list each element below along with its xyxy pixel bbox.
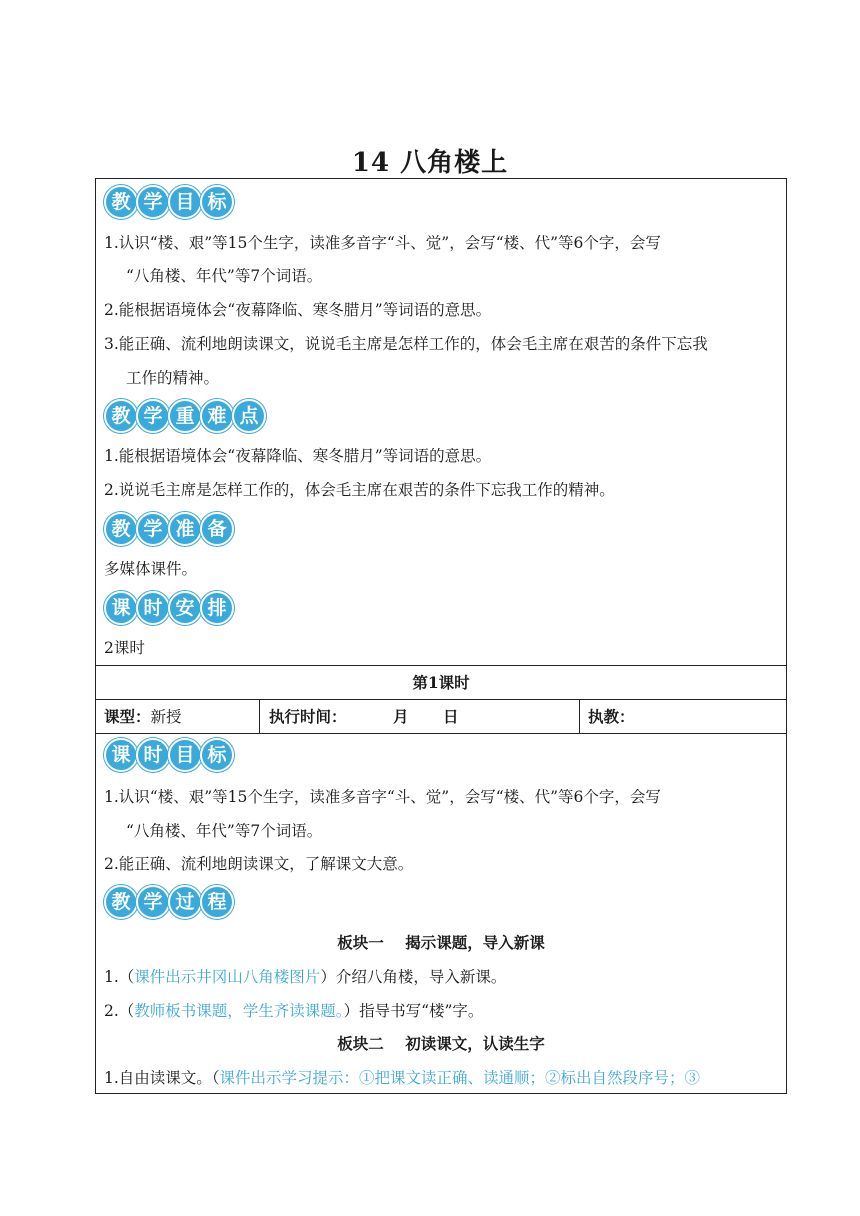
badge-char: 目 (168, 738, 202, 772)
goal-line: 1.认识“楼、艰”等15个生字，读准多音字“斗、觉”，会写“楼、代”等6个字，会写 (104, 234, 661, 252)
preparation-badge (104, 512, 232, 546)
cell-divider (579, 699, 580, 733)
preparation-line: 多媒体课件。 (104, 560, 198, 578)
badge-char: 排 (200, 591, 234, 625)
execution-time-label: 执行时间： (269, 707, 347, 726)
block2-title: 板块二 初读课文，认读生字 (337, 1034, 545, 1053)
item-prefix: 2.（ (104, 1002, 135, 1020)
badge-char: 教 (104, 399, 138, 433)
badge-char: 程 (200, 885, 234, 919)
badge-char: 目 (168, 185, 202, 219)
badge-char: 学 (136, 885, 170, 919)
badge-char: 准 (168, 512, 202, 546)
lesson-plan-table (95, 178, 787, 1094)
key-point-line: 2.说说毛主席是怎样工作的，体会毛主席在艰苦的条件下忘我工作的精神。 (104, 481, 615, 499)
row-divider (96, 699, 786, 700)
item-prefix: 1.（ (104, 968, 135, 986)
item-suffix: ）指导书写“楼”字。 (343, 1002, 484, 1020)
badge-char: 备 (200, 512, 234, 546)
goal-line: “八角楼、年代”等7个词语。 (126, 267, 323, 285)
badge-char: 时 (136, 738, 170, 772)
lesson-goal-line: 2.能正确、流利地朗读课文，了解课文大意。 (104, 855, 414, 873)
badge-char: 学 (136, 185, 170, 219)
lesson-goal-line: “八角楼、年代”等7个词语。 (126, 822, 323, 840)
course-type (104, 707, 182, 727)
item-highlight: 课件出示井冈山八角楼图片 (134, 968, 321, 986)
badge-char: 教 (104, 185, 138, 219)
page-title: 14 八角楼上 (351, 148, 509, 178)
process-item (104, 1068, 780, 1088)
item-suffix: ）介绍八角楼，导入新课。 (320, 968, 507, 986)
badge-char: 标 (200, 738, 234, 772)
badge-char: 难 (200, 399, 234, 433)
badge-char: 学 (136, 512, 170, 546)
row-divider (96, 733, 786, 734)
key-points-badge (104, 399, 264, 433)
schedule-badge (104, 591, 232, 625)
item-highlight: 教师板书课题，学生齐读课题。 (134, 1002, 344, 1020)
badge-char: 教 (104, 512, 138, 546)
goal-line: 3.能正确、流利地朗读课文，说说毛主席是怎样工作的，体会毛主席在艰苦的条件下忘我 (104, 335, 708, 353)
badge-char: 学 (136, 399, 170, 433)
badge-char: 时 (136, 591, 170, 625)
badge-char: 教 (104, 885, 138, 919)
teacher-label: 执教： (588, 707, 635, 726)
key-point-line: 1.能根据语境体会“夜幕降临、寒冬腊月”等词语的意思。 (104, 447, 492, 465)
badge-char: 过 (168, 885, 202, 919)
row-divider (96, 665, 786, 666)
schedule-line: 2课时 (104, 639, 145, 657)
badge-char: 课 (104, 591, 138, 625)
course-type-value: 新授 (150, 708, 182, 726)
lesson-goals-badge (104, 738, 232, 772)
process-item (104, 967, 780, 987)
item-prefix: 1.自由读课文。（ (104, 1069, 220, 1087)
block1-title: 板块一 揭示课题，导入新课 (337, 933, 545, 952)
teaching-goals-badge (104, 185, 232, 219)
cell-divider (259, 699, 260, 733)
process-item (104, 1001, 780, 1021)
process-badge (104, 885, 232, 919)
goal-line: 工作的精神。 (126, 369, 220, 387)
badge-char: 重 (168, 399, 202, 433)
badge-char: 安 (168, 591, 202, 625)
day-label: 日 (443, 707, 459, 726)
badge-char: 点 (232, 399, 266, 433)
month-label: 月 (393, 707, 409, 726)
lesson-header: 第1课时 (412, 673, 470, 692)
badge-char: 课 (104, 738, 138, 772)
lesson-goal-line: 1.认识“楼、艰”等15个生字，读准多音字“斗、觉”，会写“楼、代”等6个字，会写 (104, 788, 661, 806)
course-type-label: 课型： (104, 707, 151, 726)
item-highlight: 课件出示学习提示：①把课文读正确、读通顺；②标出自然段序号；③ (219, 1069, 701, 1087)
badge-char: 标 (200, 185, 234, 219)
goal-line: 2.能根据语境体会“夜幕降临、寒冬腊月”等词语的意思。 (104, 301, 492, 319)
